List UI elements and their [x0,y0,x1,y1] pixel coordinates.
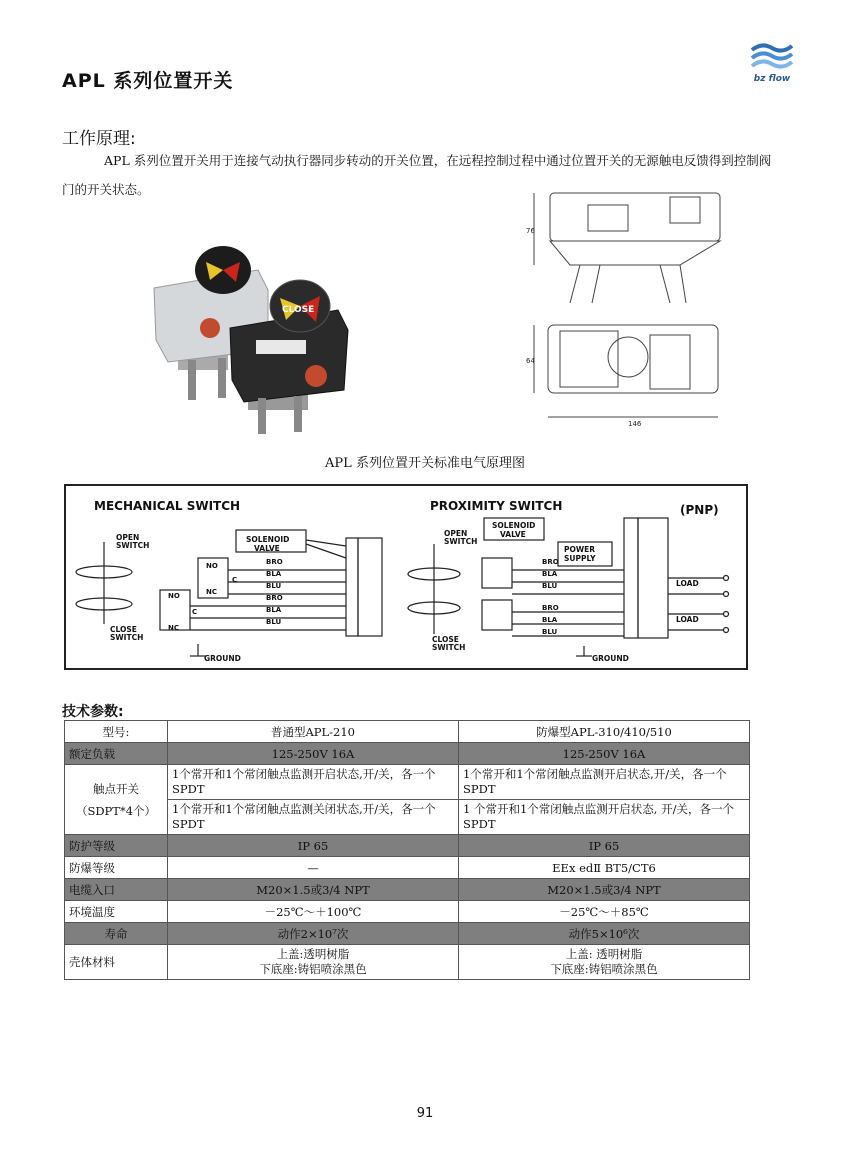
table-row: 电缆入口 M20×1.5或3/4 NPT M20×1.5或3/4 NPT [65,879,750,901]
wiring-schematic [64,484,748,670]
svg-text:BLA: BLA [542,570,558,578]
svg-text:C: C [232,576,238,584]
table-row: 环境温度 －25℃～＋100℃ －25℃～＋85℃ [65,901,750,923]
mech-close-switch: CLOSE [110,625,137,634]
table-row: 壳体材料 上盖:透明树脂 下底座:铸铝喷涂黑色 上盖: 透明树脂 下底座:铸铝喷涂黑色 [65,945,750,980]
specs-heading: 技术参数: [62,704,124,720]
specs-table [64,720,750,980]
mech-solenoid: SOLENOID [246,535,290,544]
svg-text:BLA: BLA [266,606,282,614]
svg-text:BRO: BRO [542,604,559,612]
principle-heading: 工作原理: [62,129,136,149]
pnp-label: (PNP) [680,503,719,517]
table-row: 1个常开和1个常闭触点监测关闭状态,开/关，各一个 SPDT 1 个常开和1个常闭触点监测开启状态, 开/关，各一个 SPDT [65,800,750,835]
svg-text:NC: NC [168,624,179,632]
dim-width: 146 [628,420,642,428]
svg-text:BRO: BRO [266,558,283,566]
svg-text:BRO: BRO [266,594,283,602]
svg-text:C: C [192,608,198,616]
power-supply: POWER [564,545,596,554]
table-row: 触点开关 （SDPT*4个） 1个常开和1个常闭触点监测开启状态,开/关，各一个 SPDT 1个常开和1个常闭触点监测开启状态,开/关，各一个 SPDT [65,765,750,800]
load-label-1: LOAD [676,579,699,588]
svg-text:VALVE: VALVE [500,530,526,539]
svg-text:BLA: BLA [266,570,282,578]
svg-text:SUPPLY: SUPPLY [564,554,596,563]
table-row: 防爆等级 — EEx edⅡ BT5/CT6 [65,857,750,879]
svg-text:BRO: BRO [542,558,559,566]
table-row: 防护等级 IP 65 IP 65 [65,835,750,857]
svg-text:SWITCH: SWITCH [116,541,150,550]
svg-text:SWITCH: SWITCH [432,643,466,652]
dim-height: 76 [526,227,535,235]
svg-text:BLU: BLU [266,618,282,626]
mech-open-switch: OPEN [116,533,140,542]
prox-ground: GROUND [592,654,629,663]
page-title: APL 系列位置开关 [62,70,234,92]
prox-solenoid: SOLENOID [492,521,536,530]
mech-ground: GROUND [204,654,241,663]
svg-text:VALVE: VALVE [254,544,280,553]
table-row: 型号: 普通型APL-210 防爆型APL-310/410/510 [65,721,750,743]
svg-text:BLU: BLU [542,582,558,590]
svg-text:SWITCH: SWITCH [444,537,478,546]
svg-text:NC: NC [206,588,217,596]
dome-label-close: CLOSE [282,305,315,315]
brand-logo [748,40,796,90]
figure-caption: APL 系列位置开关标准电气原理图 [325,456,525,471]
principle-text: APL 系列位置开关用于连接气动执行器同步转动的开关位置，在远程控制过程中通过位置开关的无源触电反馈得到控制阀门的开关状态。 [62,153,772,197]
page-number: 91 [416,1106,434,1121]
table-row: 寿命 动作2×10⁷次 动作5×10⁶次 [65,923,750,945]
prox-close-switch: CLOSE [432,635,459,644]
svg-text:BLU: BLU [542,628,558,636]
product-photo [148,240,360,440]
dimension-drawing [520,185,745,430]
svg-text:BLU: BLU [266,582,282,590]
logo-text: bz flow [753,74,791,84]
proximity-title: PROXIMITY SWITCH [430,499,563,513]
dim-depth: 64 [526,357,535,365]
load-label-2: LOAD [676,615,699,624]
svg-text:SWITCH: SWITCH [110,633,144,642]
mechanical-title: MECHANICAL SWITCH [94,499,241,513]
svg-text:NO: NO [206,562,218,570]
prox-open-switch: OPEN [444,529,468,538]
svg-text:NO: NO [168,592,180,600]
wave-logo-icon [748,40,796,76]
svg-text:BLA: BLA [542,616,558,624]
table-row: 额定负载 125-250V 16A 125-250V 16A [65,743,750,765]
